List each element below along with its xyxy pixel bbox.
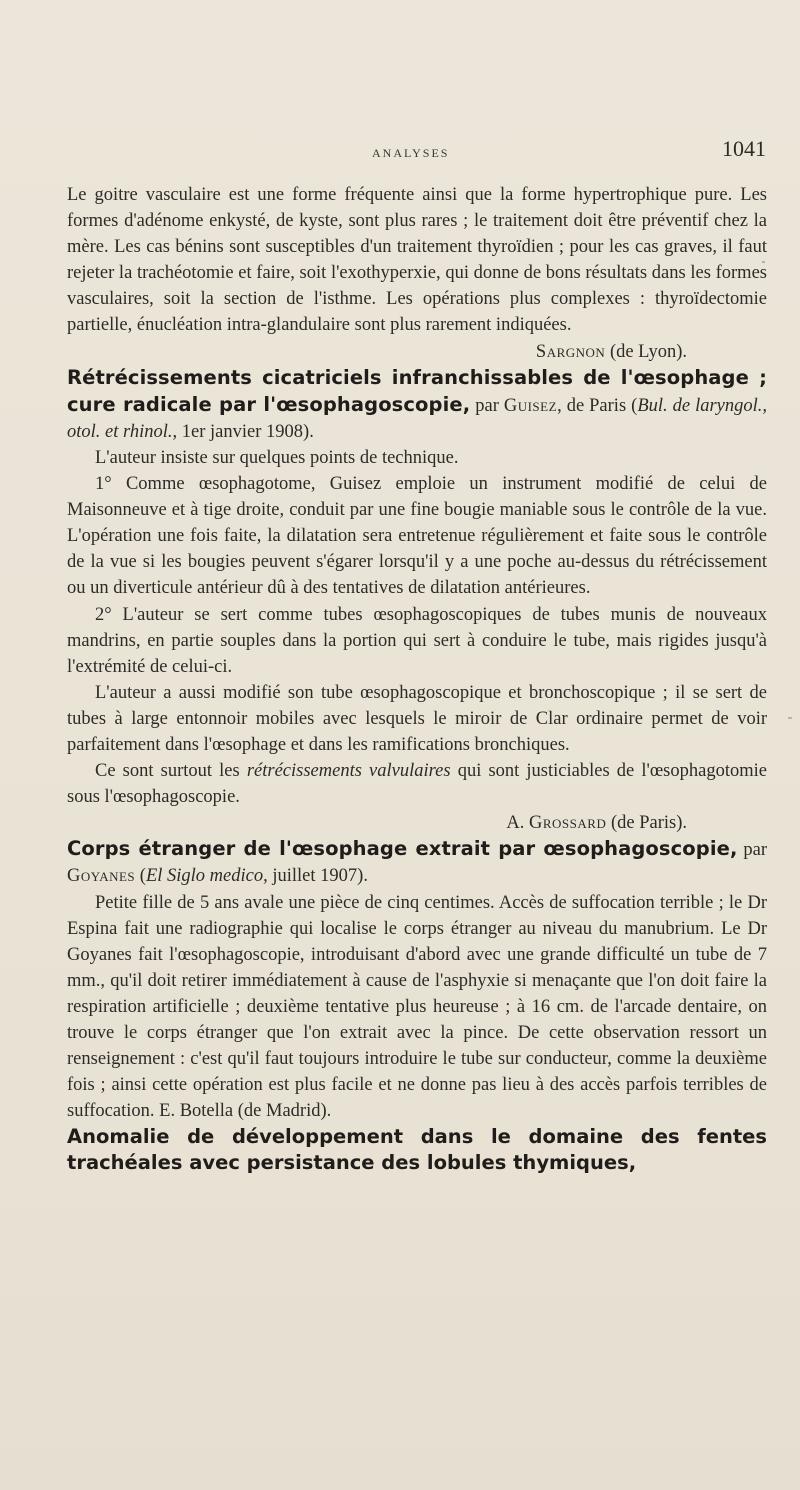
page-header xyxy=(0,136,800,166)
author-place: (de Lyon). xyxy=(609,341,687,362)
section-reference: par Guisez, de Paris (Bul. de laryngol., otol. et rhinol., 1er janvier 1908). xyxy=(67,395,768,442)
scan-speck xyxy=(788,717,792,719)
running-title: ANALYSES xyxy=(372,146,450,160)
paragraph-point-1: 1° Comme œsophagotome, Guisez emploie un instrument modifié de celui de Maisonneuve et à tige droite, conduit par une fine bougie maniable sous le contrôle de la vue. L'opération une fois faite, la dilatation sera entretenue régulièrement et faite sous le contrôle de la vue si les bougies peuvent s'égarer lorsqu'il y a une poche au-dessus du rétrécissement ou un diverticule antérieur dû à des tentatives de dilatation antérieures. xyxy=(67,474,767,599)
author-place: (de Paris). xyxy=(610,813,687,834)
section-title-retrecissements xyxy=(67,365,767,445)
paragraph-bronchoscopy: L'auteur a aussi modifié son tube œsophagoscopique et bronchoscopique ; il se sert de tubes à large entonnoir mobiles avec lesquels le miroir de Clar ordinaire permet de voir parfaitement dans l'œsophage et dans les ramifications bronchiques. xyxy=(67,682,767,755)
section-title-anomalie: Anomalie de développement dans le domaine des fentes trachéales avec persistance des lobules thymiques, xyxy=(67,1125,767,1175)
section-title-corps-etranger xyxy=(67,836,767,889)
scan-speck xyxy=(762,261,765,263)
page-body xyxy=(67,182,767,1176)
section-reference: par Goyanes (El Siglo medico, juillet 1907). xyxy=(67,840,768,887)
paragraph-intro: L'auteur insiste sur quelques points de technique. xyxy=(95,447,459,468)
author-name: Sargnon xyxy=(535,341,606,362)
signature-sargnon xyxy=(67,339,767,365)
author-name: Grossard xyxy=(529,813,607,834)
paragraph-valvular: Ce sont surtout les rétrécissements valvulaires qui sont justiciables de l'œsophagotomie sous l'œsophagoscopie. xyxy=(67,761,767,808)
paragraph-case-report: Petite fille de 5 ans avale une pièce de cinq centimes. Accès de suffocation terrible ; le Dr Espina fait une radiographie qui localise le corps étranger au niveau du manubrium. Le Dr Goyanes fait l'œsophagoscopie, introduisant d'abord avec une grande difficulté un tube de 7 mm., qu'il doit retirer immédiatement à cause de l'asphyxie si menaçante que l'on doit faire la respiration artificielle ; deuxième tentative plus heureuse ; à 16 cm. de l'arcade dentaire, on trouve le corps étranger que l'on extrait avec la pince. De cette observation ressort un renseignement : c'est qu'il faut toujours introduire le tube sur conducteur, comme la deuxième fois ; ainsi cette opération est plus facile et ne donne pas lieu à des accès parfois terribles de suffocation. E. Botella (de Madrid). xyxy=(67,892,767,1122)
page-number: 1041 xyxy=(722,136,766,161)
paragraph-point-2: 2° L'auteur se sert comme tubes œsophagoscopiques de tubes munis de nouveaux mandrins, en partie souples dans la portion qui sert à conduire le tube, mais rigides jusqu'à l'extrémité de celui-ci. xyxy=(67,604,767,677)
paragraph-goitre: Le goitre vasculaire est une forme fréquente ainsi que la forme hypertrophique pure. Les formes d'adénome enkysté, de kyste, sont plus rares ; le traitement doit être préventif chez la mère. Les cas bénins sont susceptibles d'un traitement thyroïdien ; pour les cas graves, il faut rejeter la trachéotomie et faire, soit l'exothyperxie, qui donne de bons résultats dans les formes vasculaires, soit la section de l'isthme. Les opérations plus complexes : thyroïdectomie partielle, énucléation intra-glandulaire sont plus rarement indiquées. xyxy=(67,185,767,336)
signature-grossard: A. Grossard (de Paris). xyxy=(506,813,687,834)
section-heading: Rétrécissements cicatriciels infranchissables de l'œsophage ; cure radicale par l'œsophagoscopie, xyxy=(67,365,767,416)
section-heading: Corps étranger de l'œsophage extrait par œsophagoscopie, xyxy=(67,837,738,861)
